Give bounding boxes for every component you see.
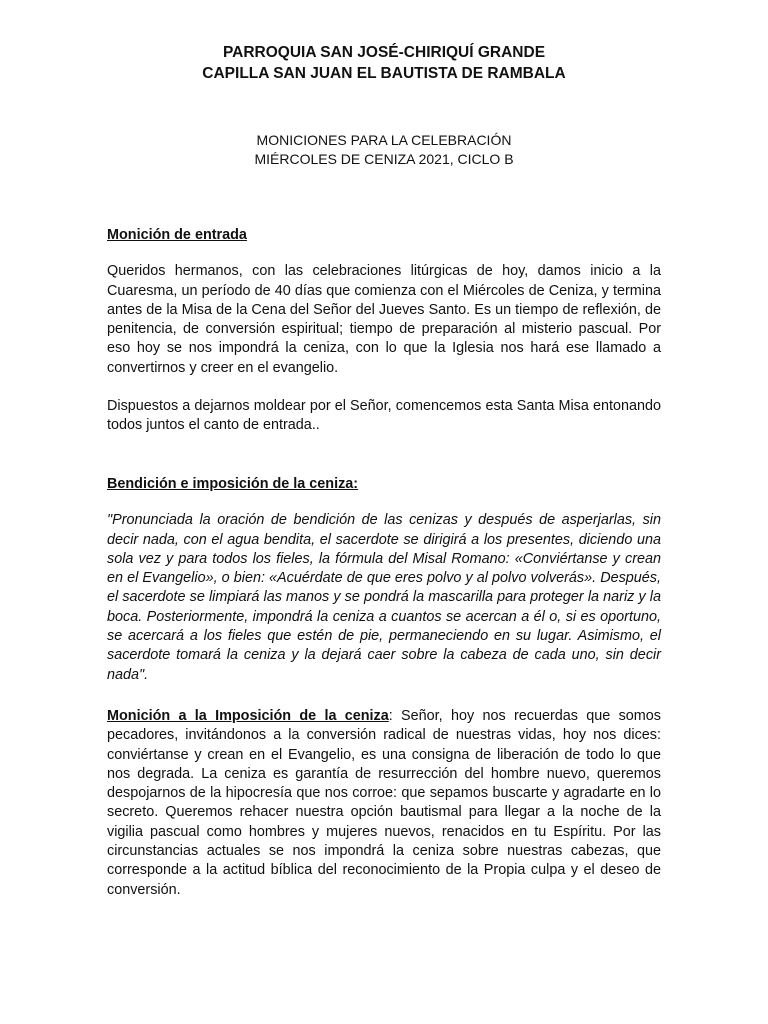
section-title-entrada: Monición de entrada [107,227,247,243]
document-subtitle [0,131,768,169]
section-imposicion [107,707,661,900]
chapel-name: CAPILLA SAN JUAN EL BAUTISTA DE RAMBALA [202,65,566,82]
parish-name: PARROQUIA SAN JOSÉ-CHIRIQUÍ GRANDE [222,44,546,61]
section-entrada [107,226,661,436]
document-header [0,42,768,84]
imposicion-paragraph [107,707,661,900]
subtitle-line-2: MIÉRCOLES DE CENIZA 2021, CICLO B [254,151,514,167]
section-title-imposicion: Monición a la Imposición de la ceniza [107,708,389,724]
bendicion-paragraph: "Pronunciada la oración de bendición de las cenizas y después de asperjarlas, sin decir nada, con el agua bendita, el sacerdote se dirigirá a los presentes, diciendo una sola vez y para todos los fieles, la fórmula del Misal Romano: «Conviértanse y crean en el Evangelio», o bien: «Acuérdate de que eres polvo y al polvo volverás». Después, el sacerdote se limpiará las manos y se pondrá la mascarilla para proteger la nariz y la boca. Posteriormente, impondrá la ceniza a cuantos se acercan a él o, si es oportuno, se acercará a los fieles que estén de pie, permaneciendo en su lugar. Asimismo, el sacerdote tomará la ceniza y la dejará caer sobre la cabeza de cada uno, sin decir nada". [107,512,661,683]
entrada-paragraph-1: Queridos hermanos, con las celebraciones litúrgicas de hoy, damos inicio a la Cuaresma, un período de 40 días que comienza con el Miércoles de Ceniza, y termina antes de la Misa de la Cena del Señor del Jueves Santo. Es un tiempo de reflexión, de penitencia, de conversión espiritual; tiempo de preparación al misterio pascual. Por eso hoy se nos impondrá la ceniza, con lo que la Iglesia nos hará ese llamado a convertirnos y creer en el evangelio. [107,263,661,376]
entrada-paragraph-2: Dispuestos a dejarnos moldear por el Señor, comencemos esta Santa Misa entonando todos juntos el canto de entrada.. [107,398,661,434]
section-bendicion [107,475,661,685]
imposicion-text: : Señor, hoy nos recuerdas que somos pecadores, invitándonos a la conversión radical de nuestras vidas, hoy nos dices: conviértanse y crean en el Evangelio, es una consigna de liberación de todo lo que nos degrada. La ceniza es garantía de resurrección del hombre nuevo, queremos despojarnos de la hipocresía que nos corroe: que sepamos buscarte y agradarte en lo secreto. Queremos rehacer nuestra opción bautismal para llegar a la noche de la vigilia pascual como hombres y mujeres nuevos, renacidos en tu Espíritu. Por las circunstancias actuales se nos impondrá la ceniza sobre nuestras cabezas, que corresponde a la actitud bíblica del reconocimiento de la Propia culpa y el deseo de conversión. [107,708,661,898]
section-title-bendicion: Bendición e imposición de la ceniza: [107,476,359,492]
subtitle-line-1: MONICIONES PARA LA CELEBRACIÓN [256,132,512,148]
